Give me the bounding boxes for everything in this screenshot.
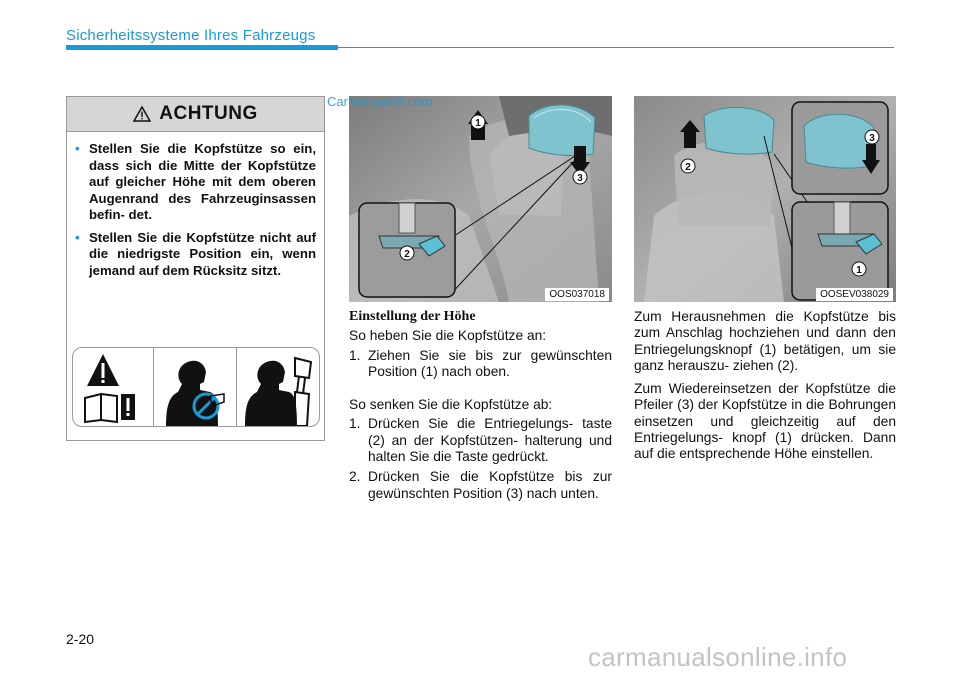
warning-title: ACHTUNG — [159, 103, 258, 124]
pictogram-wrong — [154, 348, 237, 426]
head-correct-icon — [237, 348, 319, 426]
warning-item: • Stellen Sie die Kopfstütze nicht auf die niedrigste Position ein, wenn jemand auf dem Rücksitz sitzt. — [75, 230, 316, 280]
step-text: Ziehen Sie sie bis zur gewünschten Position (1) nach oben. — [368, 347, 612, 379]
removal-section — [634, 309, 896, 470]
figure-code: OOSEV038029 — [816, 288, 893, 301]
raise-intro: So heben Sie die Kopfstütze an: — [349, 328, 547, 344]
figure-removal — [634, 96, 896, 302]
svg-text:3: 3 — [577, 173, 583, 184]
figure-height-adjust — [349, 96, 612, 302]
headrest-removal-illustration — [634, 96, 896, 302]
svg-text:3: 3 — [869, 133, 875, 144]
raise-step — [349, 348, 612, 381]
step-number: 2. — [349, 469, 361, 485]
headrest-height-illustration — [349, 96, 612, 302]
header-rule — [338, 47, 894, 48]
svg-text:1: 1 — [475, 118, 481, 129]
figure-code: OOS037018 — [545, 288, 609, 301]
step-number: 1. — [349, 416, 361, 432]
warning-triangle-icon — [133, 106, 151, 122]
head-too-low-icon — [154, 348, 236, 426]
header-accent-bar — [66, 45, 338, 50]
section-heading: Einstellung der Höhe — [349, 309, 476, 324]
step-text: Drücken Sie die Kopfstütze bis zur gewünschten Position (3) nach unten. — [368, 469, 612, 501]
section-title: Sicherheitssysteme Ihres Fahrzeugs — [66, 27, 316, 44]
pictogram-caution — [73, 348, 154, 426]
warning-box — [66, 96, 325, 441]
svg-text:1: 1 — [856, 265, 862, 276]
caution-manual-icon — [73, 348, 143, 426]
warning-header — [67, 97, 324, 132]
warning-list — [67, 132, 324, 279]
warning-pictograms — [72, 347, 320, 427]
removal-paragraph: Zum Herausnehmen die Kopfstütze bis zum Anschlag hochziehen und dann den Entriegelungsknopf (1) betätigen, um sie ganz herauszu- ziehen (2). — [634, 309, 896, 373]
height-adjust-section — [349, 309, 612, 506]
reinsert-paragraph: Zum Wiedereinsetzen der Kopfstütze die Pfeiler (3) der Kopfstütze in die Bohrungen einsetzen und gleichzeitig auf den Entriegelungs- knopf (1) drücken. Dann auf die entsprechende Höhe einstellen. — [634, 381, 896, 462]
step-text: Drücken Sie die Entriegelungs- taste (2) an der Kopfstützen- halterung und halten Sie die Taste gedrückt. — [368, 416, 612, 465]
warning-item: • Stellen Sie die Kopfstütze so ein, dass sich die Mitte der Kopfstütze auf gleicher Höhe mit dem oberen Augenrand des Fahrzeuginsassen befin- det. — [75, 141, 316, 224]
lower-step — [349, 416, 612, 465]
svg-text:2: 2 — [404, 249, 410, 260]
step-number: 1. — [349, 347, 361, 363]
watermark: CarManuals2.com — [327, 94, 433, 109]
pictogram-correct — [237, 348, 319, 426]
footer-site: carmanualsonline.info — [588, 642, 848, 672]
lower-step — [349, 469, 612, 502]
svg-text:2: 2 — [685, 162, 691, 173]
lower-intro: So senken Sie die Kopfstütze ab: — [349, 397, 553, 413]
page-number: 2-20 — [66, 631, 95, 647]
